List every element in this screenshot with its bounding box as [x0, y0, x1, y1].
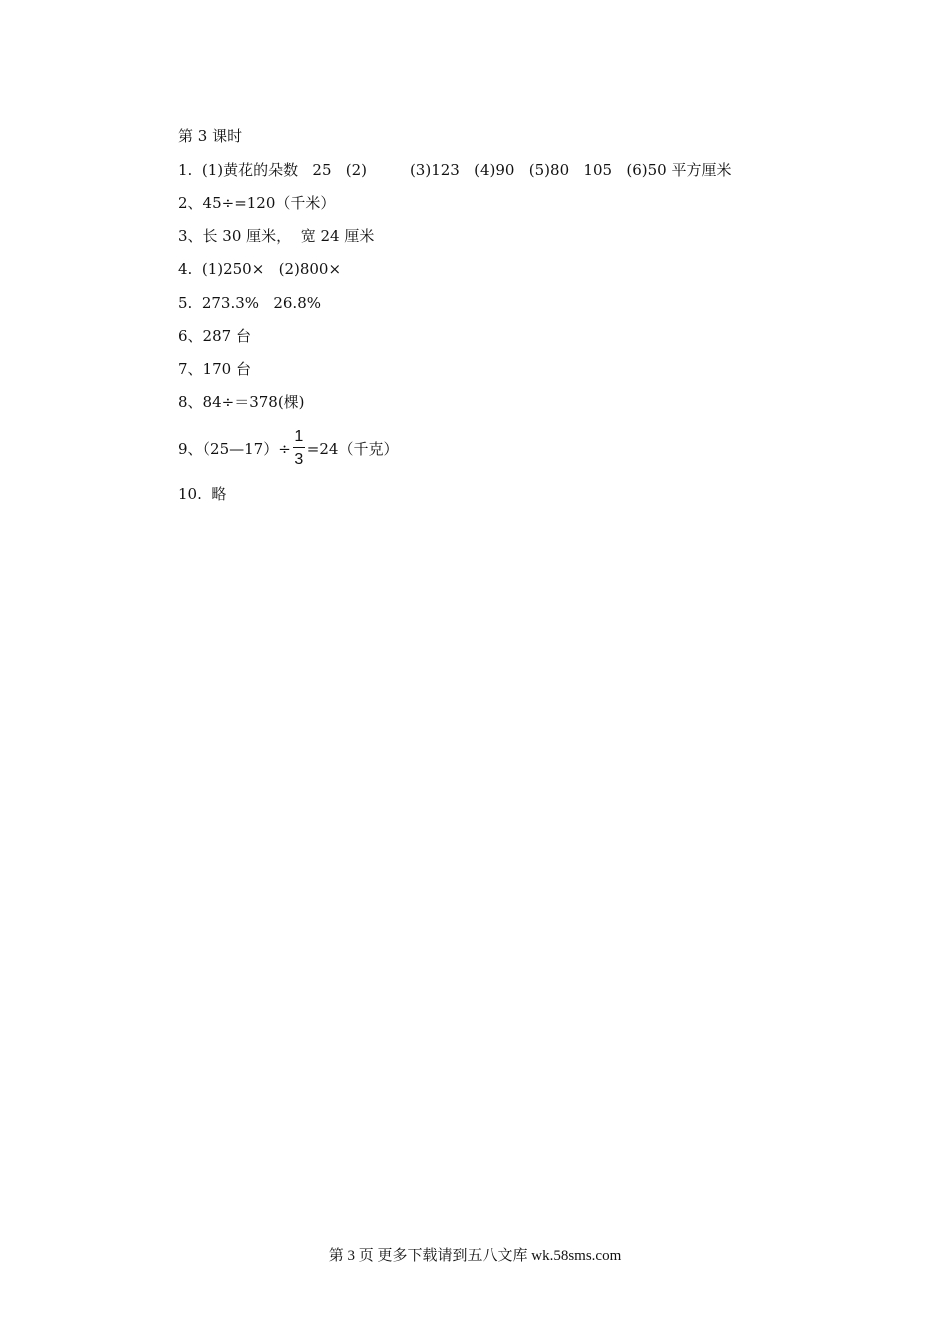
lesson-heading: 第 3 课时 — [178, 127, 243, 145]
answer-6: 6、287 台 — [178, 327, 251, 345]
answer-9-suffix: =24（千克） — [306, 439, 399, 458]
answer-10: 10. 略 — [178, 485, 227, 503]
fraction-bar — [293, 447, 305, 448]
answer-7: 7、170 台 — [178, 360, 251, 378]
fraction — [293, 427, 305, 469]
answer-9-prefix: 9、（25—17）÷ — [178, 439, 291, 458]
page-footer: 第 3 页 更多下载请到五八文库 wk.58sms.com — [328, 1248, 622, 1264]
answer-9 — [178, 424, 398, 472]
answer-3: 3、长 30 厘米， 宽 24 厘米 — [178, 227, 375, 245]
fraction-denominator: 3 — [294, 451, 304, 468]
fraction-numerator: 1 — [294, 428, 304, 445]
answer-4: 4. (1)250× (2)800× — [178, 260, 342, 278]
answer-2: 2、45÷=120（千米） — [178, 194, 336, 212]
answer-1: 1. (1)黄花的朵数 25 (2) (3)123 (4)90 (5)80 105 (6)50 平方厘米 — [178, 161, 732, 179]
answer-8: 8、84÷＝378(棵) — [178, 393, 305, 411]
answer-5: 5. 273.3% 26.8% — [178, 294, 321, 312]
